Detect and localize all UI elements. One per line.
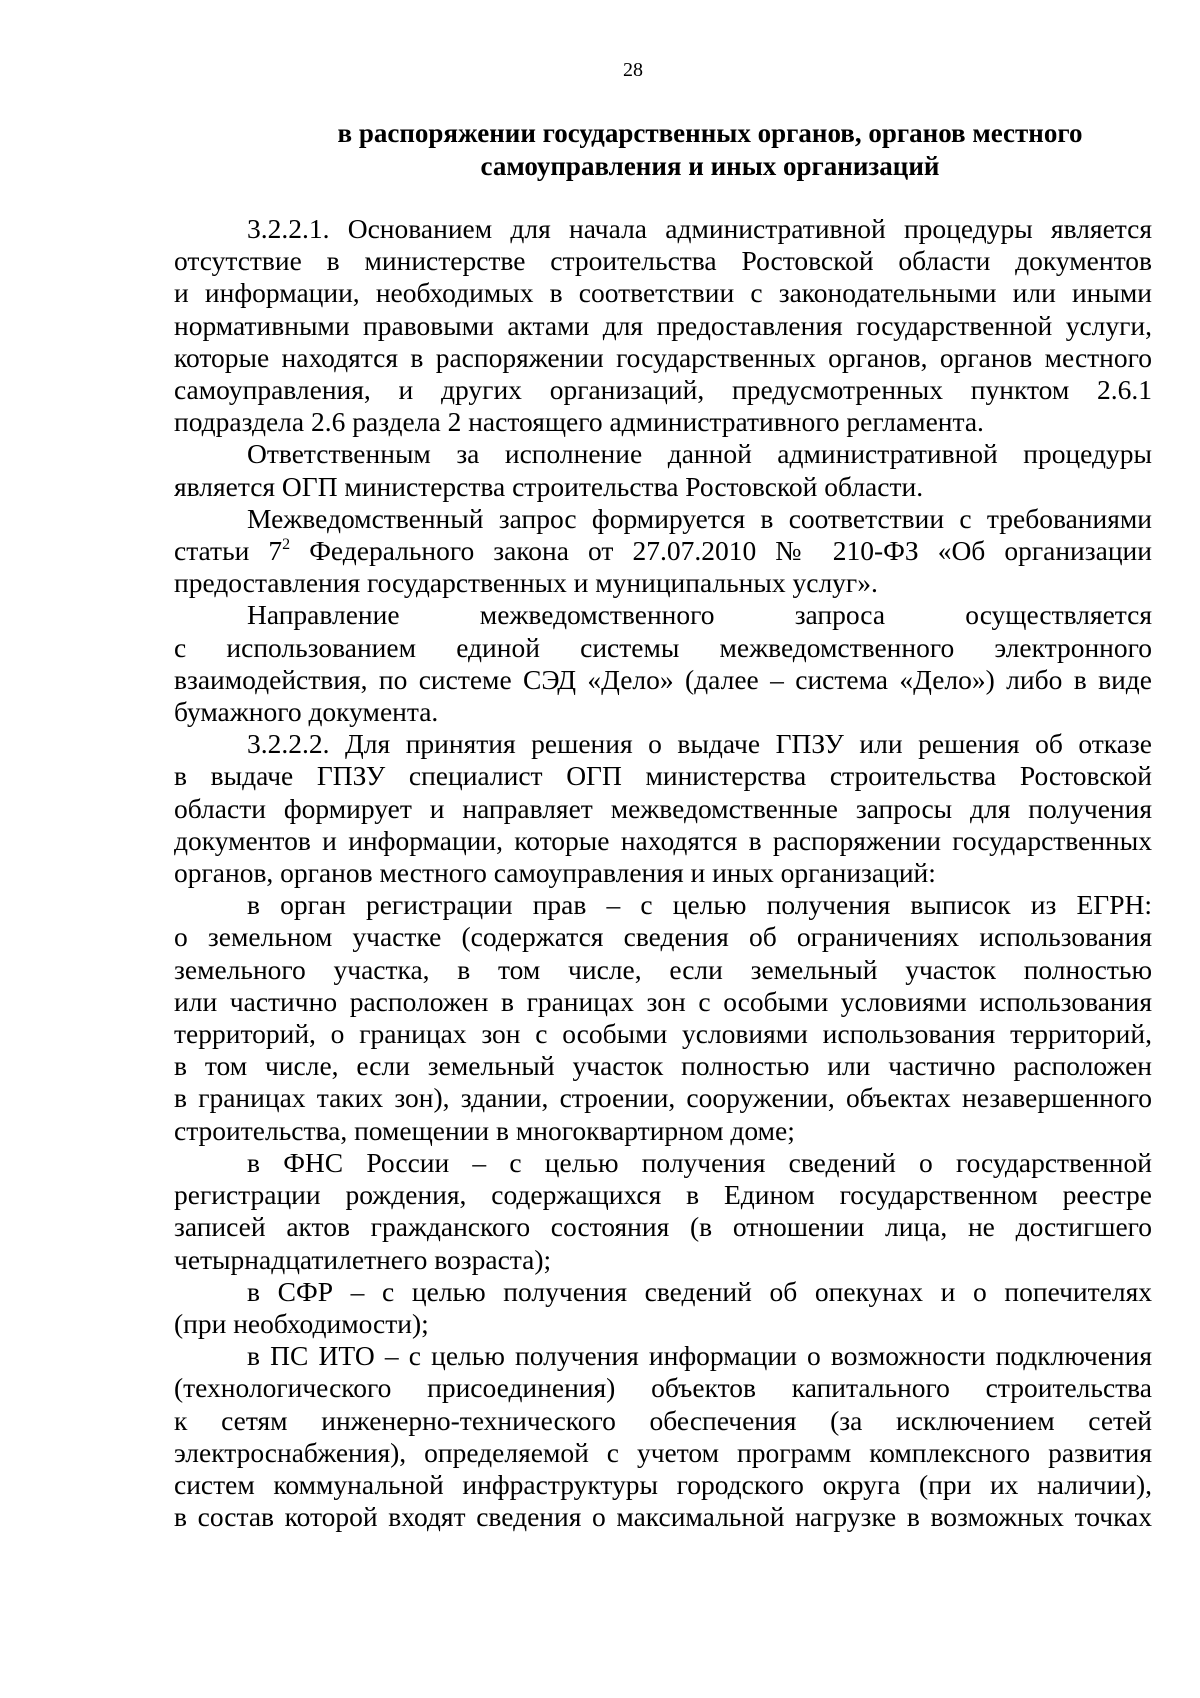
text-line: в ПС ИТО – с целью получения информации о возможности подключения [247, 1340, 1152, 1372]
text-line: и информации, необходимых в соответствии с законодательными или иными [174, 277, 1152, 309]
text-line: отсутствие в министерстве строительства Ростовской области документов [174, 245, 1152, 277]
document-body [174, 213, 1152, 1533]
text-line: 3.2.2.2. Для принятия решения о выдаче ГПЗУ или решения об отказе [247, 728, 1152, 760]
text-line: является ОГП министерства строительства Ростовской области. [174, 470, 924, 502]
text-fragment: Федерального закона от 27.07.2010 № 210-ФЗ «Об организации [290, 535, 1152, 567]
text-line: документов и информации, которые находятся в распоряжении государственных [174, 824, 1152, 856]
text-line: органов, органов местного самоуправления и иных организаций: [174, 857, 936, 889]
text-line: в СФР – с целью получения сведений об опекунах и о попечителях [247, 1275, 1152, 1307]
text-line: в ФНС России – с целью получения сведений о государственной [247, 1146, 1152, 1178]
paragraph-rights-registration [174, 889, 1152, 1147]
text-line: взаимодействия, по системе СЭД «Дело» (далее – система «Дело») либо в виде [174, 663, 1152, 695]
text-line: в орган регистрации прав – с целью получения выписок из ЕГРН: [247, 889, 1152, 921]
text-line: систем коммунальной инфраструктуры городского округа (при их наличии), [174, 1468, 1152, 1500]
text-line: в том числе, если земельный участок полностью или частично расположен [174, 1050, 1152, 1082]
text-line: самоуправления, и других организаций, предусмотренных пунктом 2.6.1 [174, 374, 1152, 406]
paragraph-sfr [174, 1276, 1152, 1340]
text-line: бумажного документа. [174, 696, 439, 728]
text-line [174, 535, 1152, 567]
text-line: регистрации рождения, содержащихся в Едином государственном реестре [174, 1179, 1152, 1211]
text-line: подраздела 2.6 раздела 2 настоящего административного регламента. [174, 406, 984, 438]
paragraph-3-2-2-2 [174, 728, 1152, 889]
text-line: строительства, помещении в многоквартирном доме; [174, 1114, 795, 1146]
text-line: нормативными правовыми актами для предоставления государственной услуги, [174, 309, 1152, 341]
paragraph-interagency-request [174, 503, 1152, 600]
text-line: к сетям инженерно-технического обеспечения (за исключением сетей [174, 1404, 1152, 1436]
paragraph-ps-ito [174, 1340, 1152, 1533]
paragraph-fns [174, 1147, 1152, 1276]
section-heading [210, 117, 1200, 183]
paragraph-request-direction [174, 599, 1152, 728]
paragraph-responsible [174, 438, 1152, 502]
text-line: электроснабжения), определяемой с учетом программ комплексного развития [174, 1436, 1152, 1468]
text-line: в границах таких зон), здании, строении, сооружении, объектах незавершенного [174, 1082, 1152, 1114]
text-line: с использованием единой системы межведомственного электронного [174, 631, 1152, 663]
text-line: которые находятся в распоряжении государственных органов, органов местного [174, 341, 1152, 373]
section-heading-line-1: в распоряжении государственных органов, органов местного [337, 118, 1083, 148]
text-line: или частично расположен в границах зон с особыми условиями использования [174, 985, 1152, 1017]
text-line: области формирует и направляет межведомственные запросы для получения [174, 792, 1152, 824]
text-line: Ответственным за исполнение данной административной процедуры [247, 438, 1152, 470]
text-line: четырнадцатилетнего возраста); [174, 1243, 552, 1275]
text-line: земельного участка, в том числе, если земельный участок полностью [174, 953, 1152, 985]
text-line: (при необходимости); [174, 1307, 429, 1339]
text-line: 3.2.2.1. Основанием для начала административной процедуры является [247, 213, 1152, 244]
section-heading-line-2: самоуправления и иных организаций [480, 151, 940, 181]
page-number: 28 [623, 59, 643, 81]
text-line: Направление межведомственного запроса осуществляется [247, 599, 1152, 631]
text-line: в выдаче ГПЗУ специалист ОГП министерства строительства Ростовской [174, 760, 1152, 792]
text-line: записей актов гражданского состояния (в отношении лица, не достигшего [174, 1211, 1152, 1243]
superscript: 2 [282, 536, 291, 554]
text-line: о земельном участке (содержатся сведения об ограничениях использования [174, 921, 1152, 953]
text-line: в состав которой входят сведения о максимальной нагрузке в возможных точках [174, 1501, 1152, 1533]
text-line: (технологического присоединения) объектов капитального строительства [174, 1372, 1152, 1404]
paragraph-3-2-2-1 [174, 213, 1152, 438]
text-line: территорий, о границах зон с особыми условиями использования территорий, [174, 1018, 1152, 1050]
text-fragment: статьи 7 [174, 535, 283, 567]
text-line: предоставления государственных и муниципальных услуг». [174, 567, 878, 599]
text-line: Межведомственный запрос формируется в соответствии с требованиями [247, 502, 1152, 534]
